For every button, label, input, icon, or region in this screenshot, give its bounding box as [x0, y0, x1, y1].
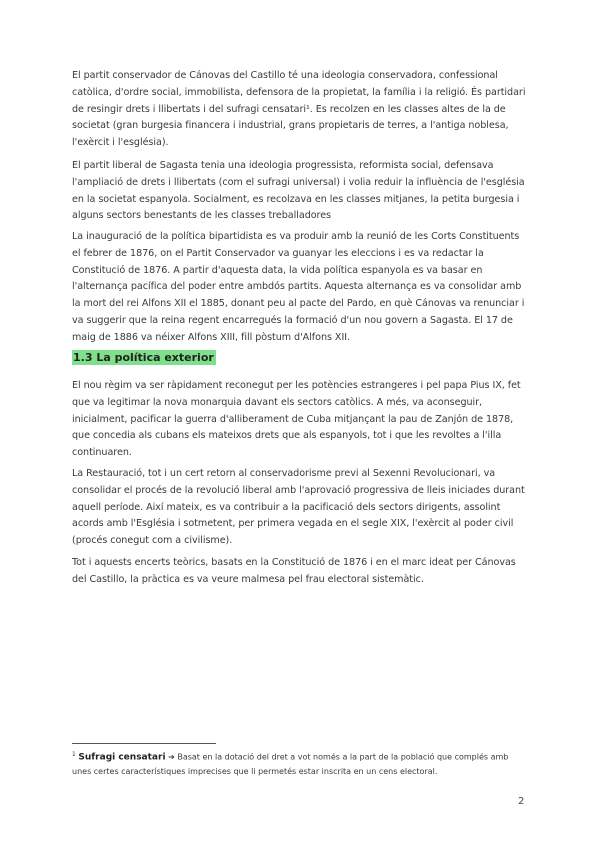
paragraph-restoration: La Restauració, tot i un cert retorn al conservadorisme previ al Sexenni Revolucionari, va consolidar el procés de la revolució liberal amb l'aprovació progressiva de lleis iniciades durant aquell període. Així mateix, es va contribuir a la pacificació dels sectors dirigents, assolint acords amb l'Església i sotmetent, per primera vegada en el segle XIX, l'exèrcit al poder civil (procés conegut com a civilisme).	[72, 468, 525, 547]
footnote-marker: 1	[72, 751, 76, 758]
page-number: 2	[518, 796, 525, 807]
footnote	[72, 748, 530, 779]
paragraph-electoral-fraud: Tot i aquests encerts teòrics, basats en la Constitució de 1876 i en el marc ideat per Cánovas del Castillo, la pràctica es va veure malmesa pel frau electoral sistemàtic.	[72, 557, 516, 585]
section-heading-text: 1.3 La política exterior	[73, 351, 214, 364]
footnote-text: Basat en la dotació del dret a vot només a la part de la població que complés amb unes certes característiques imprecises que li permetés estar inscrita en un cens electoral.	[72, 752, 509, 777]
paragraph-foreign-recognition: El nou règim va ser ràpidament reconegut per les potències estrangeres i pel papa Pius IX, fet que va legitimar la nova monarquia davant els sectors catòlics. A més, va aconseguir, inicialment, pacificar la guerra d'alliberament de Cuba mitjançant la pau de Zanjón de 1878, que concedia als cubans els mateixos drets que als espanyols, tot i que les revoltes a l'illa continuaren.	[72, 380, 521, 459]
footnote-term: Sufragi censatari	[78, 752, 166, 763]
paragraph-conservative-party: El partit conservador de Cánovas del Castillo té una ideologia conservadora, confessional catòlica, d'ordre social, immobilista, defensora de la propietat, la família i la religió. És partidari de resingir drets i llibertats i del sufragi censatari¹. Es recolzen en les classes altes de la de societat (gran burgesia financera i industrial, grans propietaris de terres, a l'antiga noblesa, l'exèrcit i l'església).	[72, 70, 526, 149]
paragraph-bipartisan-politics: La inauguració de la política bipartidista es va produir amb la reunió de les Corts Constituents el febrer de 1876, on el Partit Conservador va guanyar les eleccions i es va redactar la Constitució de 1876. A partir d'aquesta data, la vida política espanyola es va basar en l'alternança pacífica del poder entre ambdós partits. Aquesta alternança es va consolidar amb la mort del rei Alfons XII el 1885, donant peu al pacte del Pardo, en què Cánovas va renunciar i va suggerir que la reina regent encarregués la formació d'un nou govern a Sagasta. El 17 de maig de 1886 va néixer Alfons XIII, fill pòstum d'Alfons XII.	[72, 231, 525, 343]
footnote-divider	[72, 743, 216, 744]
footnote-arrow-icon: ➔	[168, 752, 175, 762]
section-heading	[72, 350, 216, 366]
paragraph-liberal-party: El partit liberal de Sagasta tenia una ideologia progressista, reformista social, defensava l'ampliació de drets i llibertats (com el sufragi universal) i volia reduir la influència de l'església en la societat espanyola. Socialment, es recolzava en les classes mitjanes, la petita burgesia i alguns sectors benestants de les classes treballadores	[72, 160, 525, 222]
